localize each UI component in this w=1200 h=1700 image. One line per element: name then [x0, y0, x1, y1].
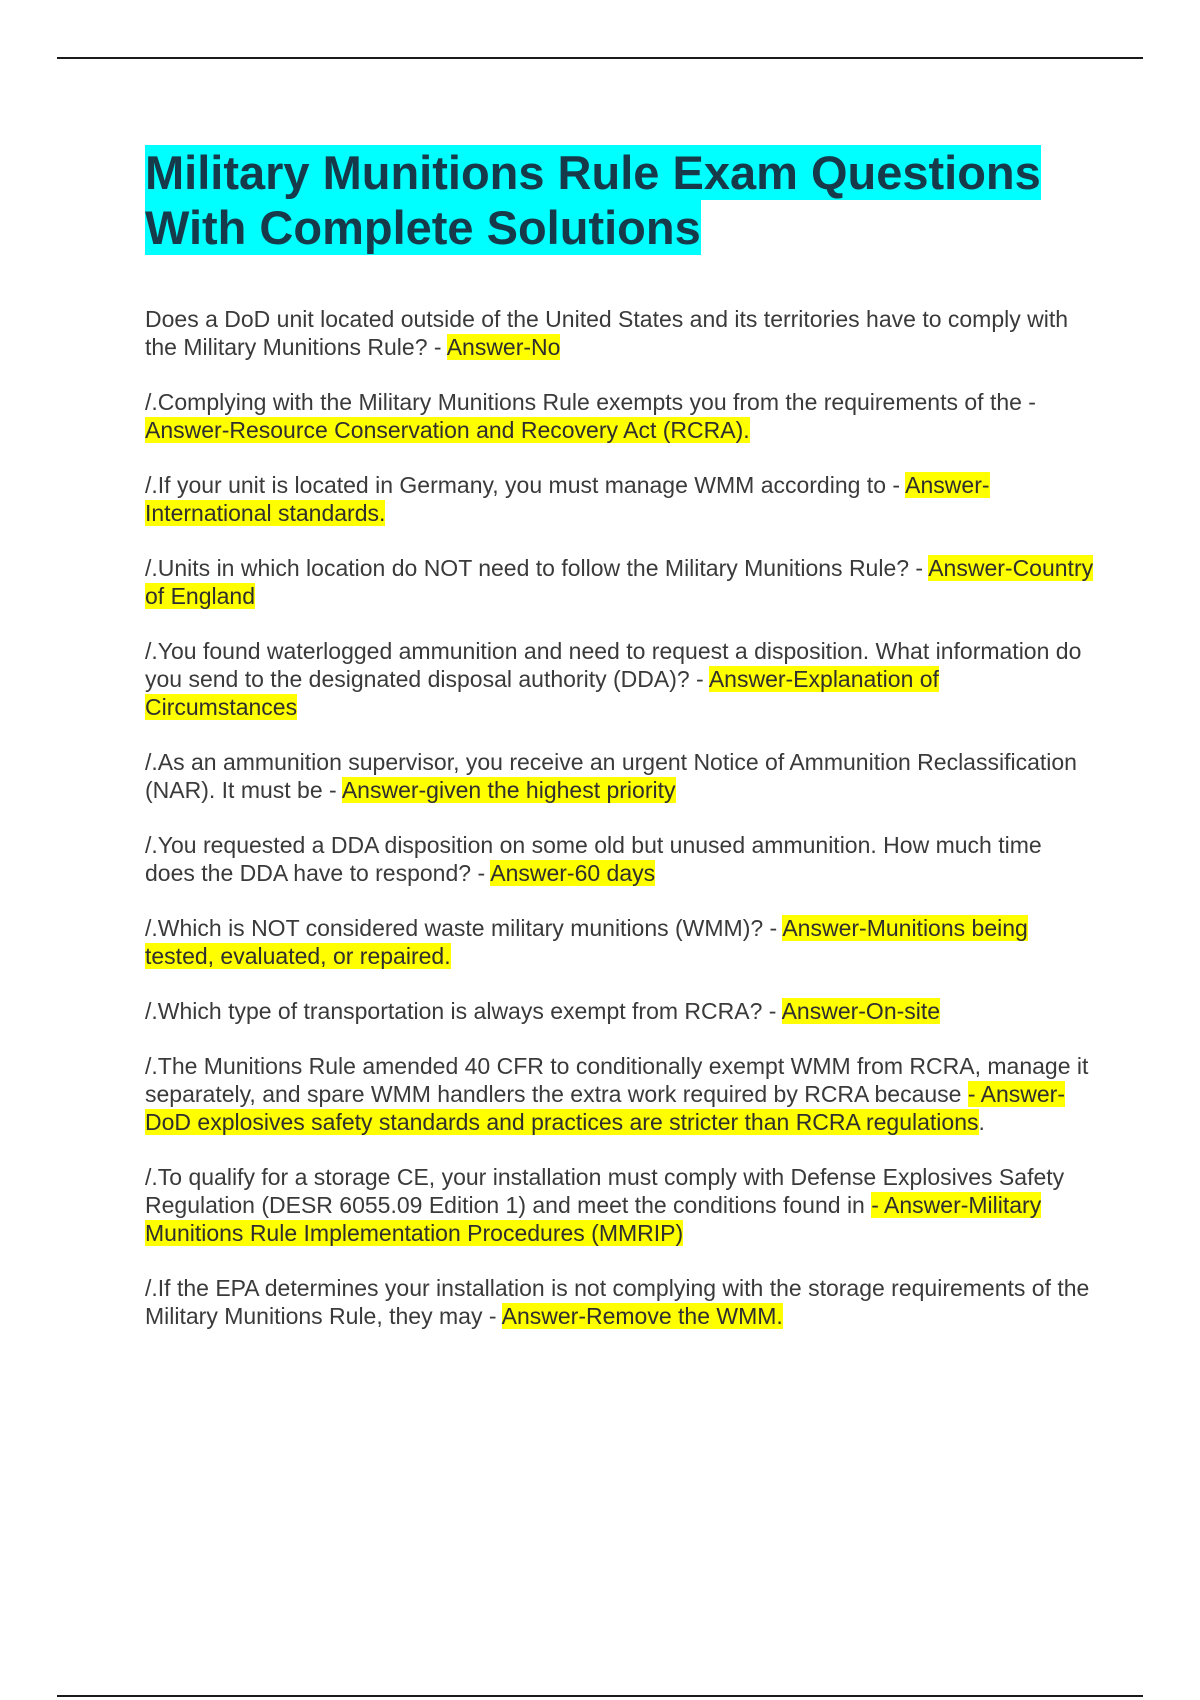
answer-text: Answer-Explanation of Circumstances — [145, 666, 939, 720]
question-text: /.As an ammunition supervisor, you receive an urgent Notice of Ammunition Reclassification (NAR). It must be - — [145, 749, 1077, 803]
qa-item-4 — [145, 554, 1095, 610]
answer-text: Answer-given the highest priority — [341, 777, 676, 803]
answer-text: Answer-60 days — [490, 860, 656, 886]
qa-item-7 — [145, 831, 1095, 887]
answer-text: - Answer-Military Munitions Rule Implementation Procedures (MMRIP) — [145, 1192, 1042, 1246]
question-text: /.You requested a DDA disposition on some old but unused ammunition. How much time does the DDA have to respond? - — [145, 832, 1042, 886]
qa-item-11 — [145, 1163, 1095, 1247]
qa-item-1 — [145, 305, 1095, 361]
qa-item-6 — [145, 748, 1095, 804]
answer-text: Answer-Remove the WMM. — [501, 1303, 783, 1329]
answer-text: Answer-International standards. — [145, 472, 990, 526]
question-text: /.You found waterlogged ammunition and need to request a disposition. What information do you send to the designated disposal authority (DDA)? - — [145, 638, 1082, 692]
document-body — [145, 145, 1095, 1357]
qa-item-9 — [145, 997, 1095, 1025]
question-text: /.To qualify for a storage CE, your installation must comply with Defense Explosives Safety Regulation (DESR 6055.09 Edition 1) and meet the conditions found in — [145, 1164, 1065, 1218]
answer-suffix: . — [978, 1109, 985, 1135]
answer-text: Answer-On-site — [781, 998, 941, 1024]
question-text: /.Complying with the Military Munitions Rule exempts you from the requirements of the - — [145, 389, 1036, 415]
document-title — [145, 145, 1095, 255]
qa-item-5 — [145, 637, 1095, 721]
answer-text: Answer-Munitions being tested, evaluated, or repaired. — [145, 915, 1028, 969]
answer-text: Answer-No — [446, 334, 561, 360]
answer-text: - Answer-DoD explosives safety standards and practices are stricter than RCRA regulations — [145, 1081, 1065, 1135]
question-text: /.Which is NOT considered waste military munitions (WMM)? - — [145, 915, 783, 941]
answer-text: Answer-Country of England — [145, 555, 1094, 609]
question-text: /.The Munitions Rule amended 40 CFR to conditionally exempt WMM from RCRA, manage it separately, and spare WMM handlers the extra work required by RCRA because — [145, 1053, 1089, 1107]
qa-item-8 — [145, 914, 1095, 970]
question-text: Does a DoD unit located outside of the United States and its territories have to comply with the Military Munitions Rule? - — [145, 306, 1069, 360]
answer-text: Answer-Resource Conservation and Recovery Act (RCRA). — [145, 417, 750, 443]
qa-item-2 — [145, 388, 1095, 444]
bottom-rule — [57, 1695, 1143, 1697]
question-text: /.If your unit is located in Germany, you must manage WMM according to - — [145, 472, 906, 498]
document-title-text: Military Munitions Rule Exam Questions With Complete Solutions — [145, 146, 1041, 254]
qa-item-12 — [145, 1274, 1095, 1330]
question-text: /.Which type of transportation is always exempt from RCRA? - — [145, 998, 782, 1024]
qa-item-3 — [145, 471, 1095, 527]
qa-list — [145, 305, 1095, 1330]
qa-item-10 — [145, 1052, 1095, 1136]
top-rule — [57, 57, 1143, 59]
question-text: /.If the EPA determines your installation is not complying with the storage requirements of the Military Munitions Rule, they may - — [145, 1275, 1090, 1329]
question-text: /.Units in which location do NOT need to follow the Military Munitions Rule? - — [145, 555, 929, 581]
